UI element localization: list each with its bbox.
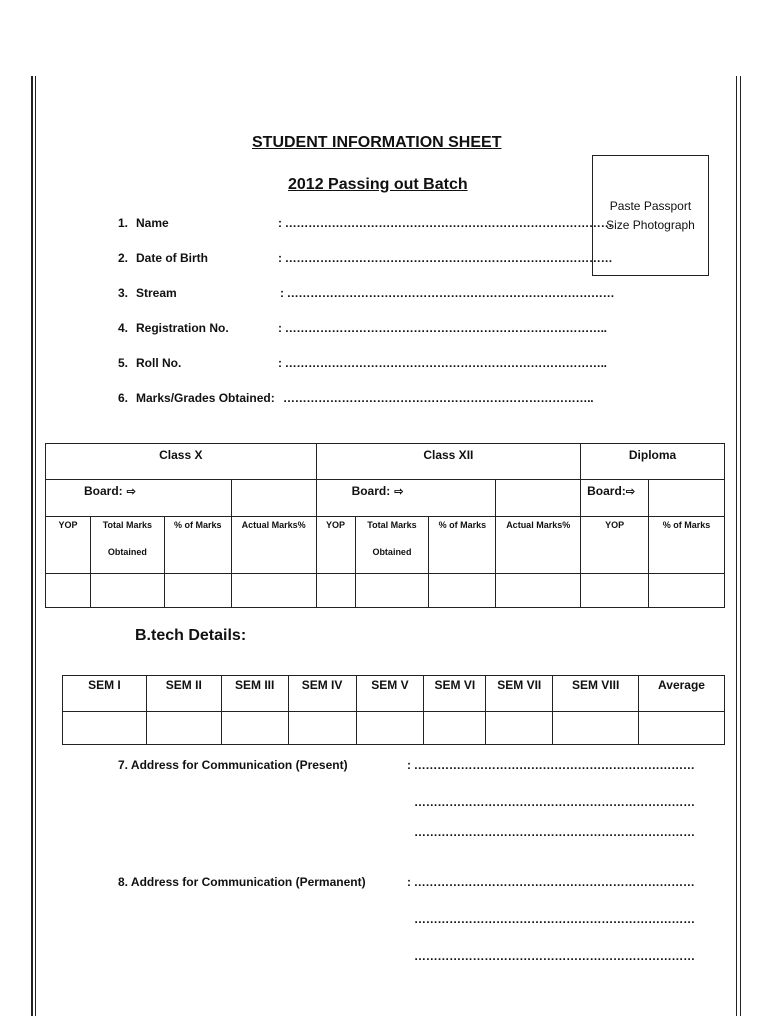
- arrow-icon: ⇨: [126, 486, 136, 498]
- col-yop-x: YOP: [46, 517, 91, 574]
- col-sem-4: SEM IV: [288, 676, 356, 712]
- board-class-x-input[interactable]: [231, 480, 316, 517]
- table-row: [46, 517, 725, 574]
- address-permanent-line-3[interactable]: ………………………………………………………………: [414, 949, 695, 963]
- table-row: [63, 712, 725, 745]
- input-yop-xii[interactable]: [316, 574, 355, 608]
- col-average: Average: [639, 676, 725, 712]
- field-roll-input[interactable]: : ………………………………………………………………………..: [278, 356, 607, 370]
- input-pct-marks-diploma[interactable]: [649, 574, 725, 608]
- field-stream-input[interactable]: : …………………………………………………………………………: [280, 286, 615, 300]
- page-title: STUDENT INFORMATION SHEET: [252, 134, 502, 151]
- col-sem-5: SEM V: [356, 676, 424, 712]
- board-class-x-cell[interactable]: [46, 480, 232, 517]
- input-actual-marks-xii[interactable]: [496, 574, 581, 608]
- input-sem-8[interactable]: [553, 712, 639, 745]
- col-total-marks-x: Total Marks Obtained: [90, 517, 164, 574]
- input-pct-marks-xii[interactable]: [429, 574, 496, 608]
- col-yop-xii: YOP: [316, 517, 355, 574]
- field-name-input[interactable]: : …………………………………………………………………………: [278, 216, 613, 230]
- address-permanent-line-2[interactable]: ………………………………………………………………: [414, 912, 695, 926]
- col-sem-3: SEM III: [221, 676, 288, 712]
- field-stream-label: 3. Stream: [118, 286, 177, 300]
- col-sem-1: SEM I: [63, 676, 147, 712]
- input-sem-5[interactable]: [356, 712, 424, 745]
- field-name-label: 1. Name: [118, 216, 169, 230]
- page-border-left: [31, 76, 33, 1016]
- col-yop-diploma: YOP: [581, 517, 649, 574]
- col-sem-6: SEM VI: [424, 676, 486, 712]
- input-sem-4[interactable]: [288, 712, 356, 745]
- board-diploma-input[interactable]: [649, 480, 725, 517]
- input-actual-marks-x[interactable]: [231, 574, 316, 608]
- header-class-xii: Class XII: [316, 444, 581, 480]
- btech-heading: B.tech Details:: [135, 627, 247, 644]
- field-dob-input[interactable]: : …………………………………………………………………………: [278, 251, 613, 265]
- col-actual-marks-x: Actual Marks%: [231, 517, 316, 574]
- board-class-x-label: Board:: [84, 484, 123, 498]
- address-present-line-2[interactable]: ………………………………………………………………: [414, 795, 695, 809]
- page-border-right-outer: [740, 76, 741, 1016]
- input-yop-diploma[interactable]: [581, 574, 649, 608]
- arrow-icon: ⇨: [625, 486, 636, 498]
- col-total-marks-xii: Total Marks Obtained: [355, 517, 429, 574]
- col-sem-8: SEM VIII: [553, 676, 639, 712]
- col-pct-marks-x: % of Marks: [164, 517, 231, 574]
- field-marks-input[interactable]: ……………………………………………………………………..: [283, 391, 594, 405]
- header-class-x: Class X: [46, 444, 317, 480]
- input-sem-2[interactable]: [146, 712, 221, 745]
- address-present-line-3[interactable]: ………………………………………………………………: [414, 825, 695, 839]
- arrow-icon: ⇨: [394, 486, 404, 498]
- col-pct-marks-diploma: % of Marks: [649, 517, 725, 574]
- address-present-label: 7. Address for Communication (Present): [118, 758, 348, 772]
- col-sem-2: SEM II: [146, 676, 221, 712]
- input-total-marks-xii[interactable]: [355, 574, 429, 608]
- field-registration-input[interactable]: : ………………………………………………………………………..: [278, 321, 607, 335]
- col-sem-7: SEM VII: [486, 676, 553, 712]
- input-total-marks-x[interactable]: [90, 574, 164, 608]
- btech-table: [62, 675, 725, 745]
- col-pct-marks-xii: % of Marks: [429, 517, 496, 574]
- input-sem-7[interactable]: [486, 712, 553, 745]
- board-class-xii-input[interactable]: [496, 480, 581, 517]
- table-row: [46, 444, 725, 480]
- board-class-xii-cell[interactable]: [316, 480, 496, 517]
- input-sem-1[interactable]: [63, 712, 147, 745]
- input-yop-x[interactable]: [46, 574, 91, 608]
- input-sem-6[interactable]: [424, 712, 486, 745]
- input-average[interactable]: [639, 712, 725, 745]
- table-row: [46, 480, 725, 517]
- address-permanent-label: 8. Address for Communication (Permanent): [118, 875, 366, 889]
- address-permanent-line-1[interactable]: : ………………………………………………………………: [407, 875, 695, 889]
- col-actual-marks-xii: Actual Marks%: [496, 517, 581, 574]
- board-diploma-cell[interactable]: [581, 480, 649, 517]
- table-row: [46, 574, 725, 608]
- header-diploma: Diploma: [581, 444, 725, 480]
- board-diploma-label: Board:: [587, 484, 626, 498]
- page-border-left-inner: [35, 76, 36, 1016]
- page-subtitle: 2012 Passing out Batch: [288, 176, 468, 193]
- marks-table: [45, 443, 725, 608]
- field-roll-label: 5. Roll No.: [118, 356, 182, 370]
- input-pct-marks-x[interactable]: [164, 574, 231, 608]
- table-row: [63, 676, 725, 712]
- input-sem-3[interactable]: [221, 712, 288, 745]
- field-dob-label: 2. Date of Birth: [118, 251, 208, 265]
- photo-label-line1: Paste Passport: [609, 198, 692, 213]
- field-marks-label: 6. Marks/Grades Obtained:: [118, 391, 275, 405]
- field-registration-label: 4. Registration No.: [118, 321, 229, 335]
- address-present-line-1[interactable]: : ………………………………………………………………: [407, 758, 695, 772]
- photo-label-line2: Size Photograph: [606, 217, 695, 232]
- page-border-right: [736, 76, 737, 1016]
- board-class-xii-label: Board:: [351, 484, 391, 498]
